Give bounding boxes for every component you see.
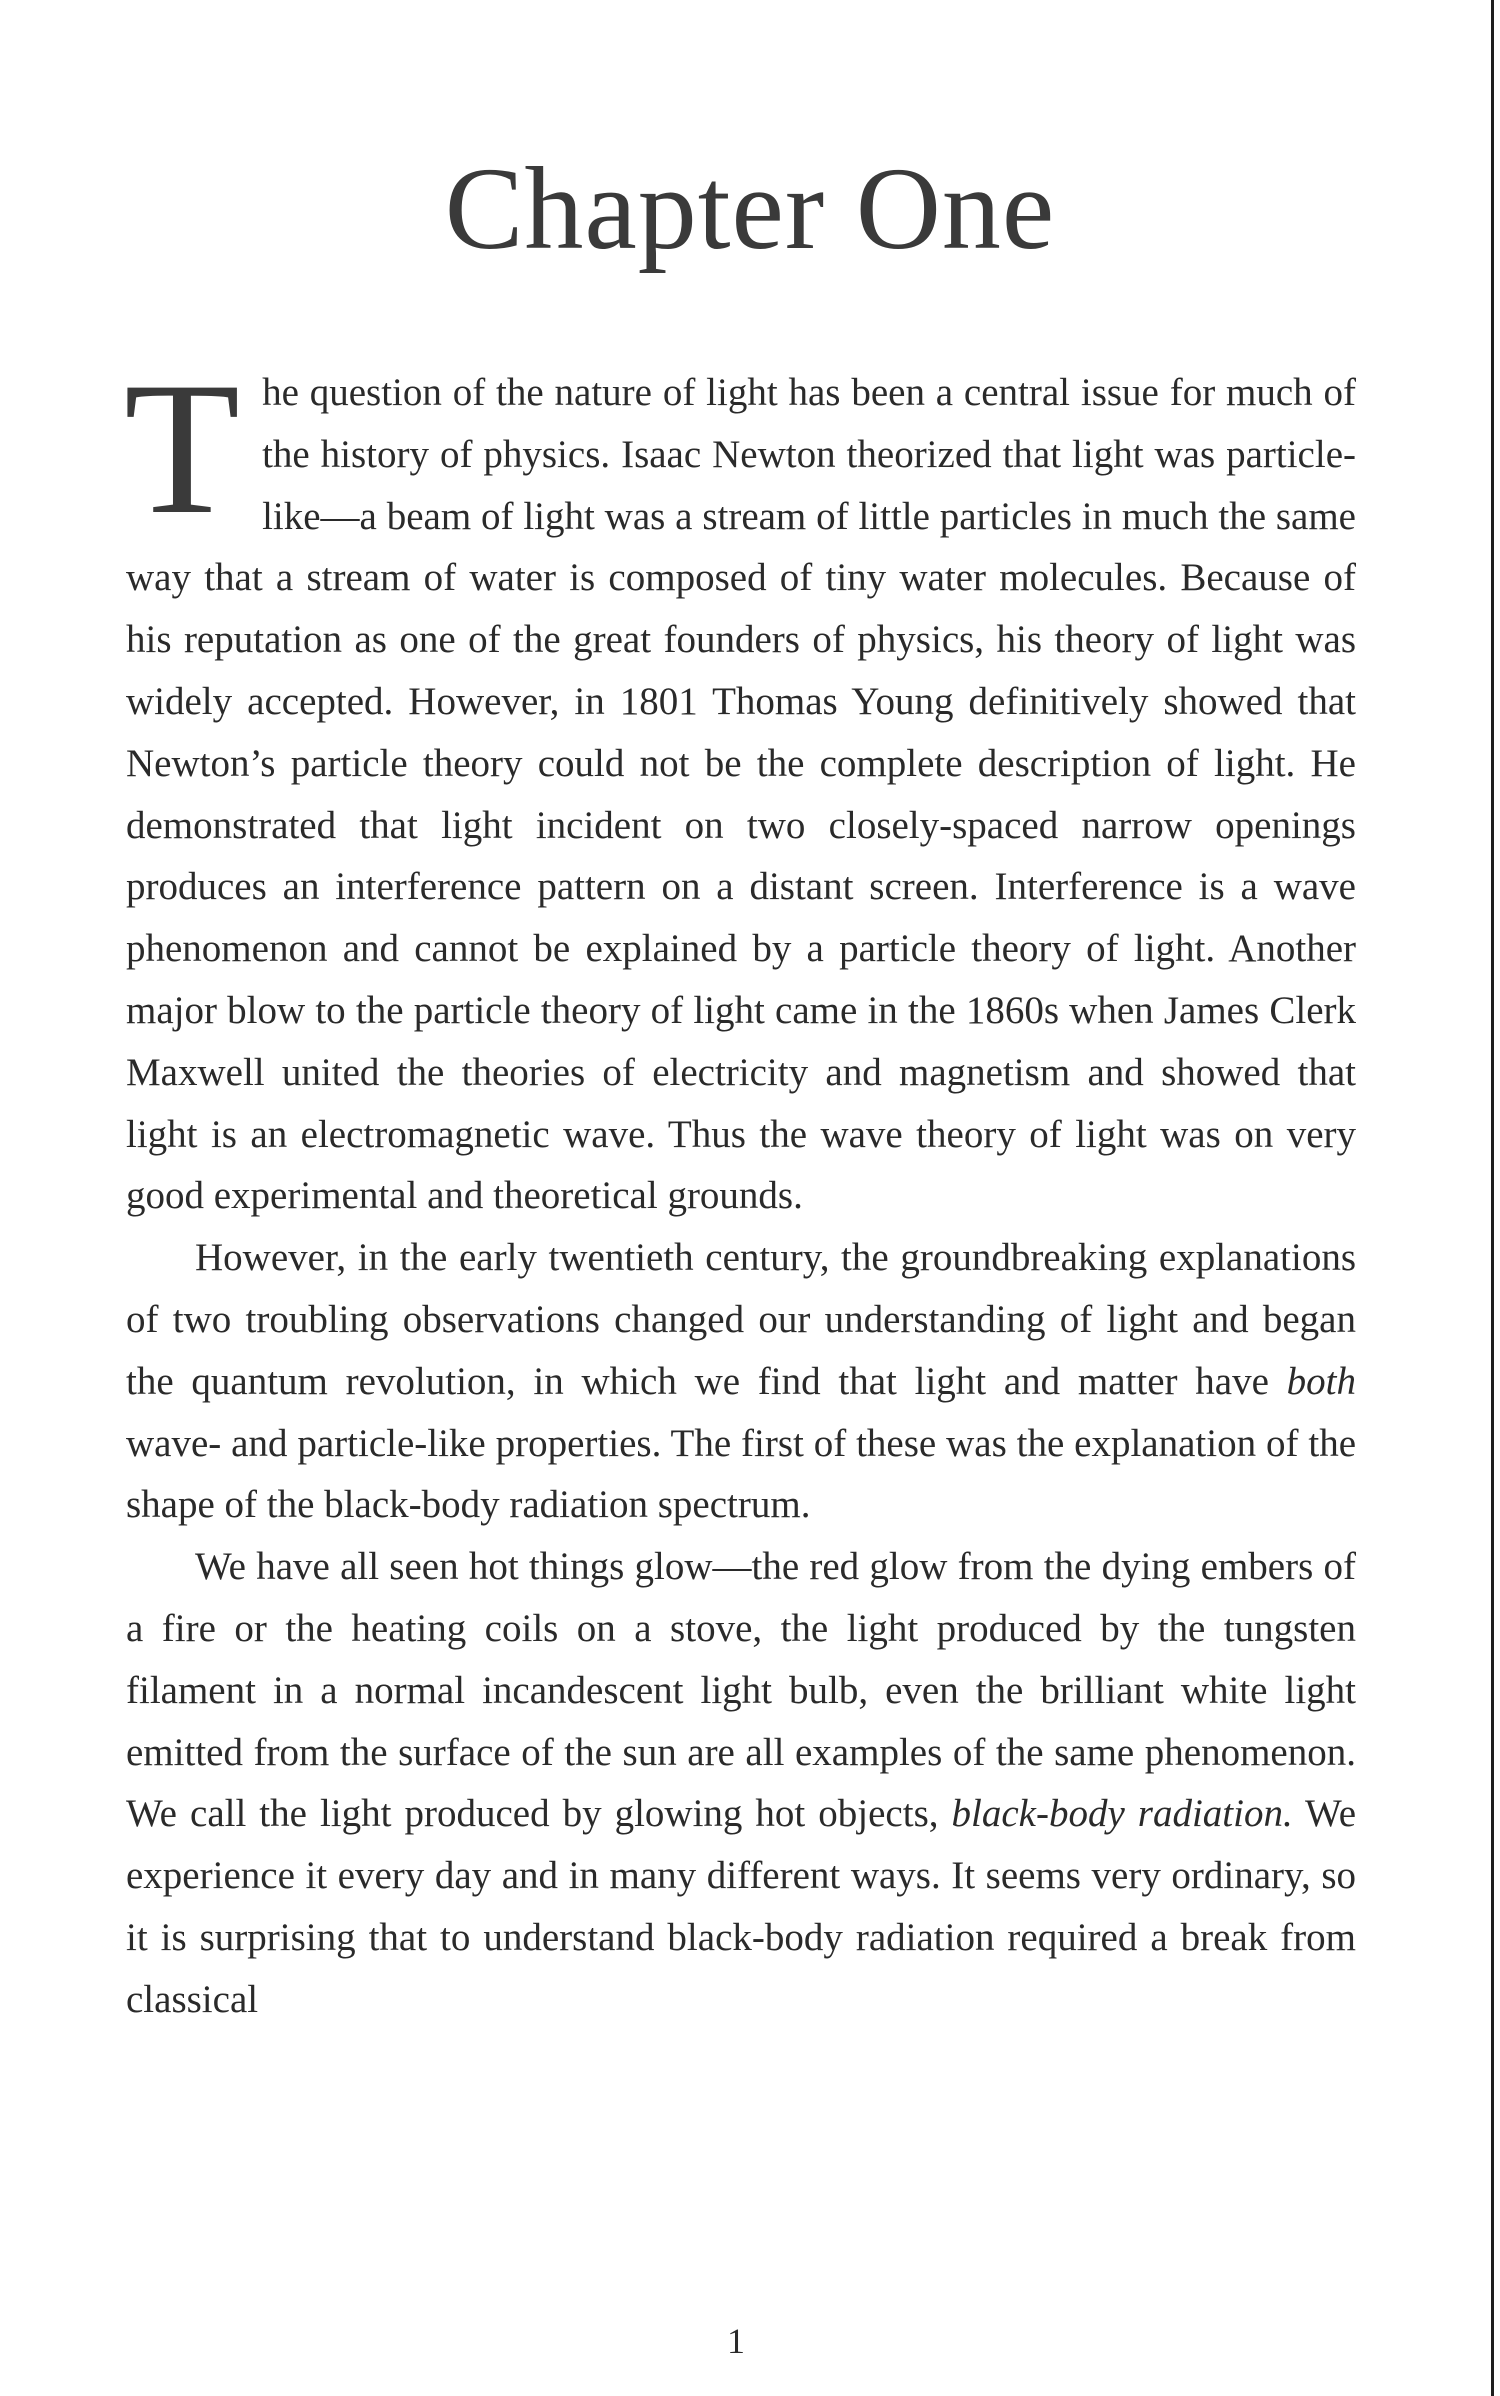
body-text <box>124 344 1357 2031</box>
paragraph-1-text: he question of the nature of light has been a central issue for much of the history of physics. Isaac Newton theorized that light was particle-like—a beam of light was a stream of little particles in much the same way that a stream of water is composed of tiny water molecules. Because of his reputation as one of the great founders of physics, his theory of light was widely accepted. However, in 1801 Thomas Young definitively showed that Newton’s particle theory could not be the complete description of light. He demonstrated that light incident on two closely-spaced narrow openings produces an interference pattern on a distant screen. Interference is a wave phenomenon and cannot be explained by a particle theory of light. Another major blow to the particle theory of light came in the 1860s when James Clerk Maxwell united the theories of electricity and magnetism and showed that light is an electromagnetic wave. Thus the wave theory of light was on very good experimental and theoretical grounds. <box>126 371 1356 1218</box>
paragraph-1 <box>124 344 1356 1227</box>
paragraph-2 <box>126 1227 1356 1536</box>
page-number: 1 <box>727 2321 745 2361</box>
chapter-title: Chapter One <box>444 143 1056 274</box>
paragraph-3-text-start: We have all seen hot things glow—the red glow from the dying embers of a fire or the heating coils on a stove, the light produced by the tungsten filament in a normal incandescent light bulb, even the brilliant white light emitted from the surface of the sun are all examples of the same phenomenon. We call the light produced by glowing hot objects, <box>126 1545 1356 1836</box>
paragraph-2-text-start: However, in the early twentieth century, the groundbreaking explanations of two troubling observations changed our understanding of light and began the quantum revolution, in which we find that light and matter have <box>126 1236 1356 1403</box>
page-edge <box>1491 0 1494 2396</box>
paragraph-3-text-end: We experience it every day and in many different ways. It seems very ordinary, so it is surprising that to understand black-body radiation required a break from classical <box>126 1792 1357 2021</box>
paragraph-3-emphasis: black-body radiation. <box>951 1792 1293 1836</box>
paragraph-2-text-end: wave- and particle-like properties. The first of these was the explanation of the shape of the black-body radiation spectrum. <box>126 1421 1356 1527</box>
paragraph-2-emphasis: both <box>1286 1359 1356 1403</box>
drop-cap: T <box>124 344 241 554</box>
paragraph-3 <box>126 1536 1356 2030</box>
